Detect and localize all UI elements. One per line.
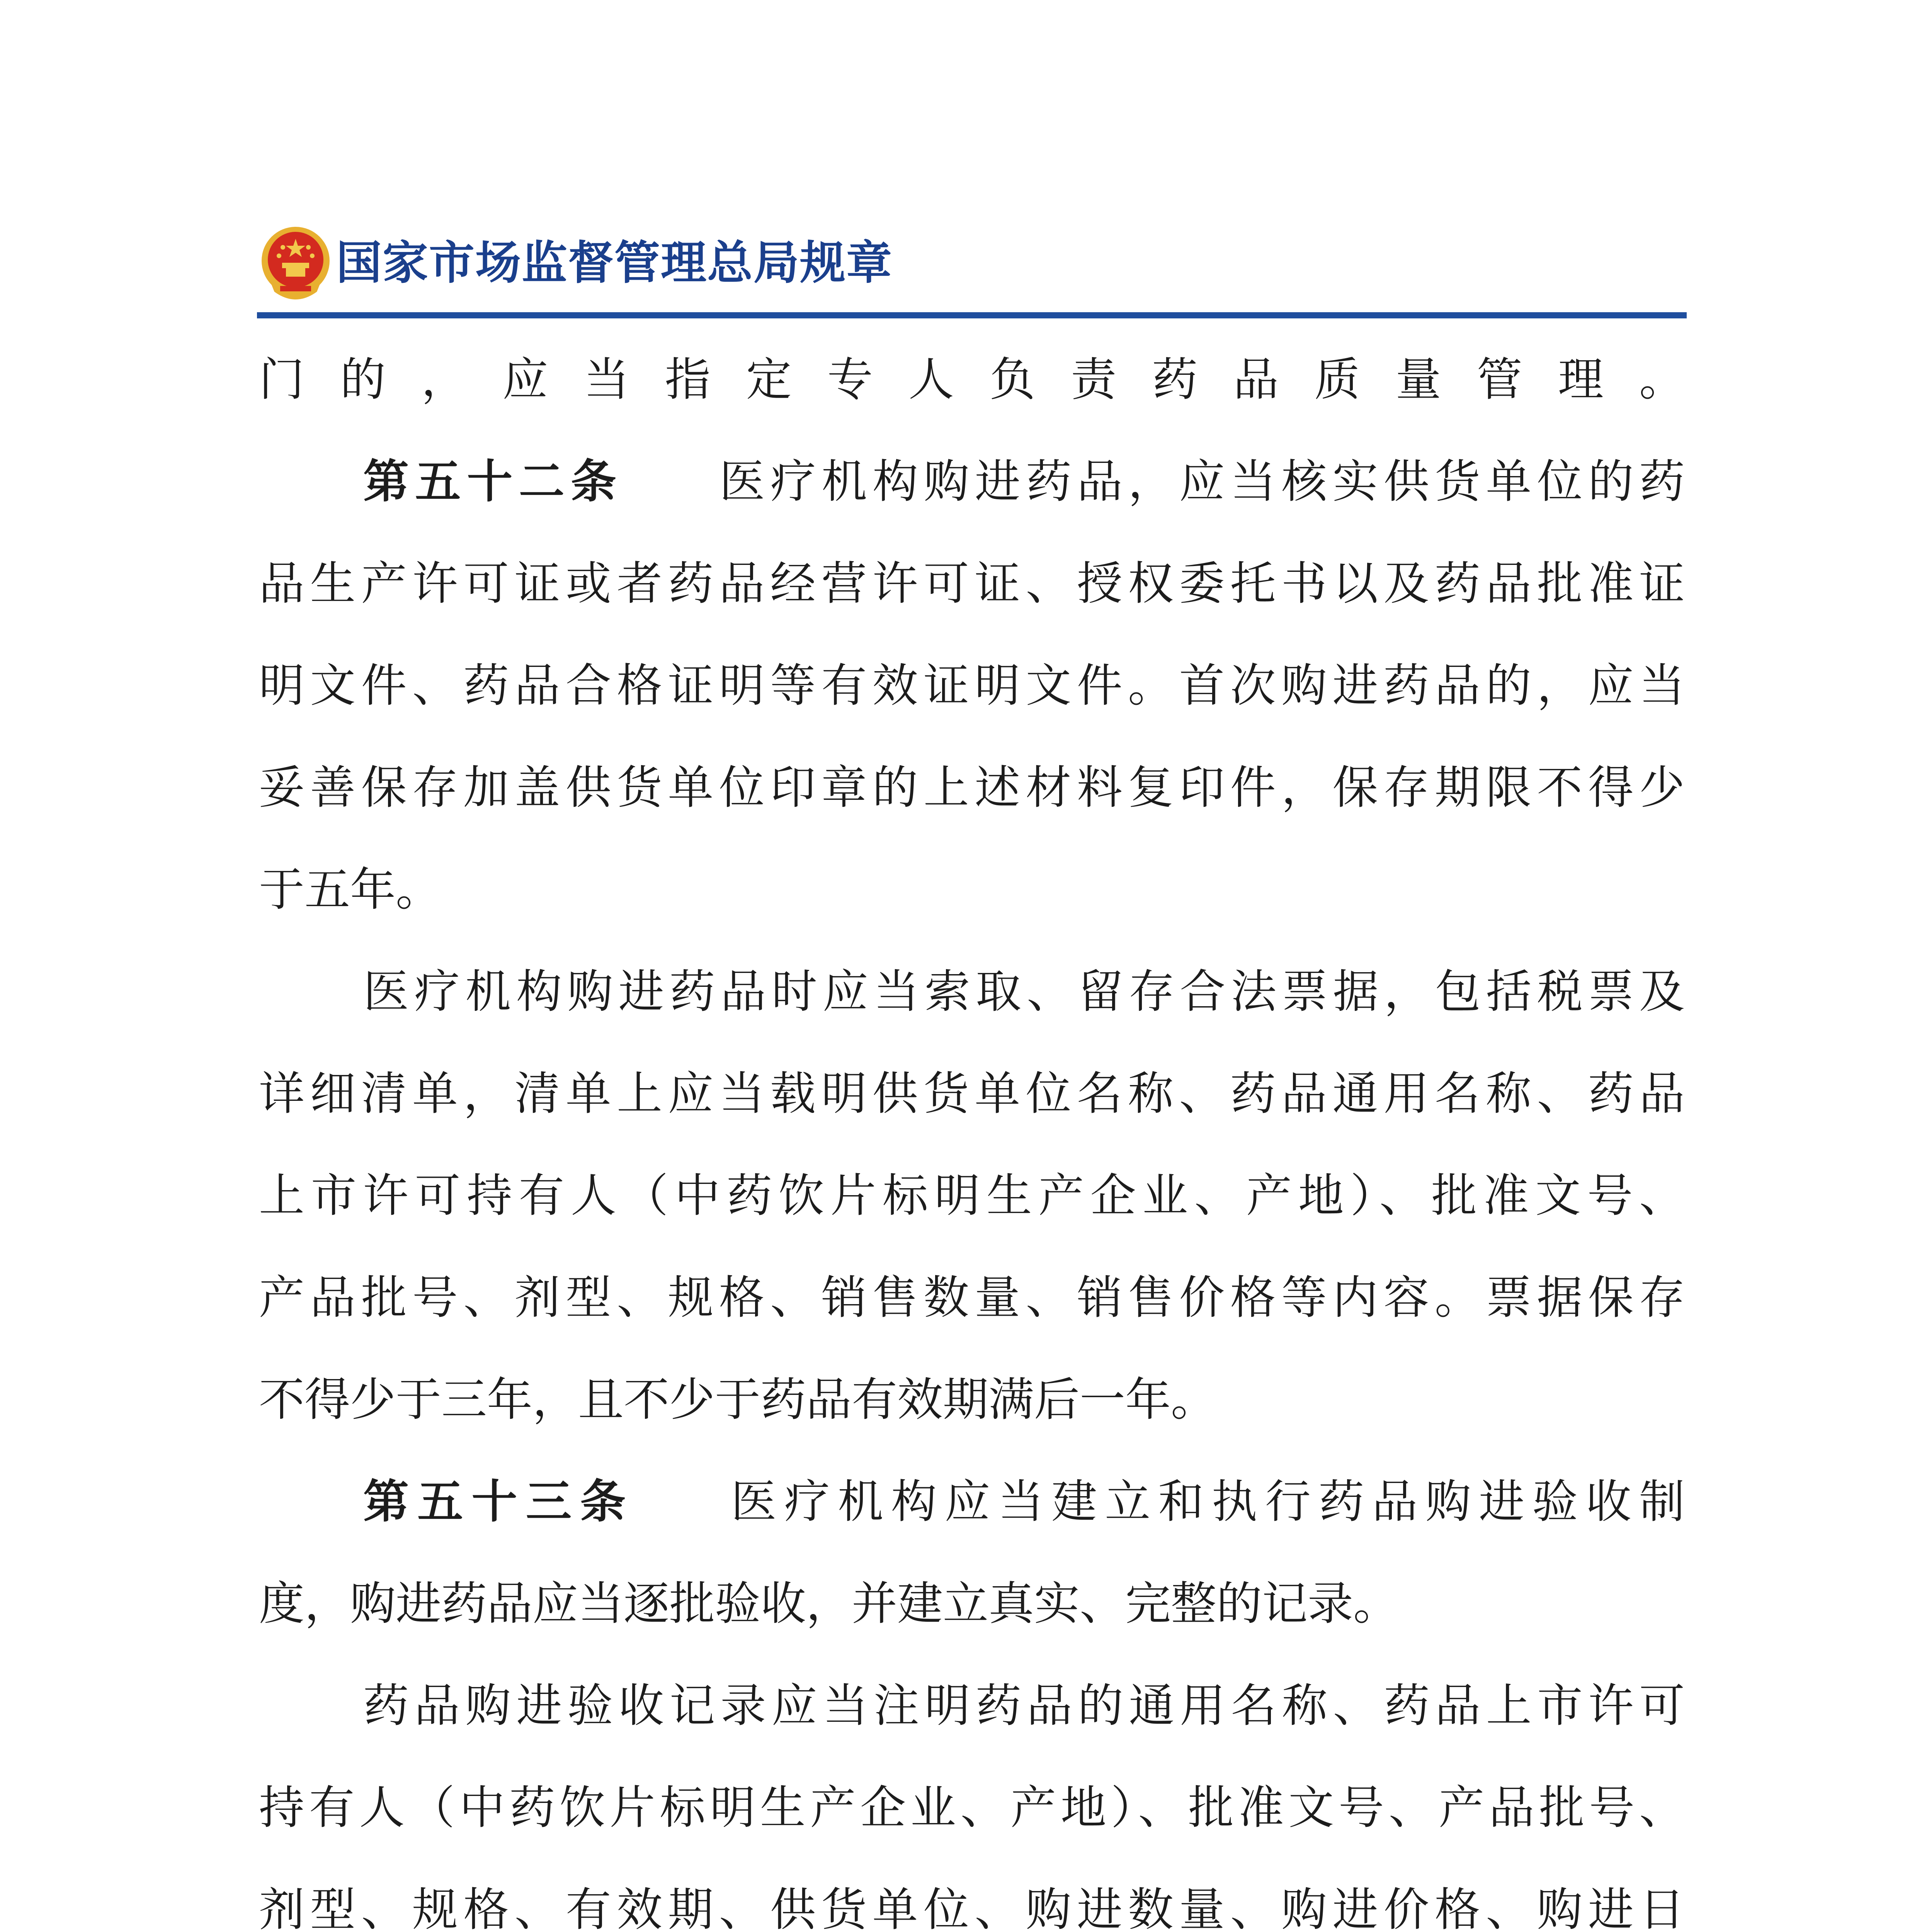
text-line: 产品批号、剂型、规格、销售数量、销售价格等内容。票据保存 — [259, 1271, 1685, 1324]
text-line: 明文件、药品合格证明等有效证明文件。首次购进药品的，应当 — [259, 659, 1685, 712]
text-line: 不得少于三年，且不少于药品有效期满后一年。 — [259, 1373, 1217, 1426]
header-divider — [257, 312, 1687, 318]
page-header — [259, 216, 1685, 313]
text-line: 上市许可持有人（中药饮片标明生产企业、产地）、批准文号、 — [259, 1169, 1685, 1222]
article-text: 医疗机构购进药品，应当核实供货单位的药 — [719, 455, 1685, 508]
text-line: 详细清单，清单上应当载明供货单位名称、药品通用名称、药品 — [259, 1067, 1685, 1120]
text-line: 于五年。 — [259, 863, 442, 916]
document-body — [259, 328, 1685, 1932]
text-line: 品生产许可证或者药品经营许可证、授权委托书以及药品批准证 — [259, 557, 1685, 610]
article-text: 医疗机构应当建立和执行药品购进验收制 — [731, 1475, 1685, 1528]
text-line: 持有人（中药饮片标明生产企业、产地）、批准文号、产品批号、 — [259, 1781, 1685, 1834]
text-line — [259, 430, 1685, 532]
text-line: 剂型、规格、有效期、供货单位、购进数量、购进价格、购进日 — [259, 1883, 1685, 1932]
text-line: 医疗机构购进药品时应当索取、留存合法票据，包括税票及 — [363, 965, 1685, 1018]
article-heading-52: 第五十二条 — [363, 455, 623, 508]
header-title: 国家市场监督管理总局规章 — [336, 236, 893, 289]
national-emblem-icon — [259, 224, 332, 301]
text-line: 度，购进药品应当逐批验收，并建立真实、完整的记录。 — [259, 1577, 1399, 1630]
text-line: 妥善保存加盖供货单位印章的上述材料复印件，保存期限不得少 — [259, 761, 1685, 814]
text-line: 门的，应当指定专人负责药品质量管理。 — [259, 353, 1685, 406]
text-line — [259, 1451, 1685, 1553]
text-line: 药品购进验收记录应当注明药品的通用名称、药品上市许可 — [363, 1679, 1685, 1732]
article-heading-53: 第五十三条 — [363, 1475, 634, 1528]
